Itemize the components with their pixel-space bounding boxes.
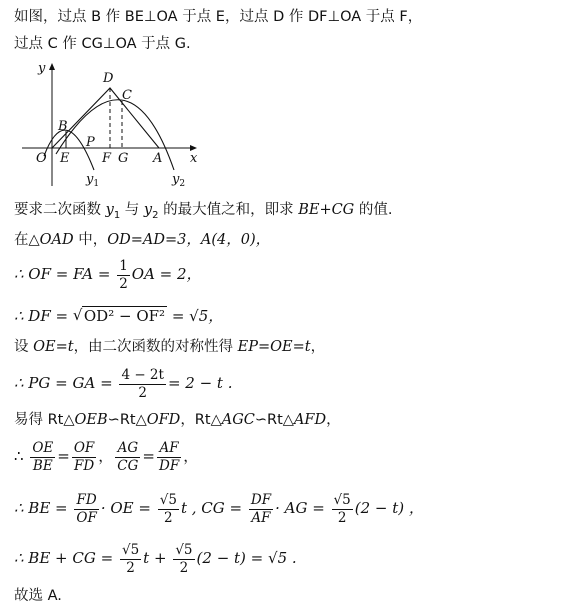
label-point-b: B [58, 119, 68, 134]
label-point-c: C [122, 88, 132, 103]
step-be-cg: ∴ BE = $\frac{FD}{OF}$ · OE = $\frac{√5}{2}$ t , CG = $\frac{DF}{AF}$ · AG = $\frac{√5}{2}$ (2 − t) ， [14, 491, 424, 526]
fraction-sqrt5-over-2-a: $\frac{√5}{2}$ [159, 491, 177, 526]
label-point-d: D [103, 71, 114, 86]
label-point-p: P [86, 135, 95, 150]
answer-line: 故选 A. [14, 588, 62, 604]
fraction-sqrt5-over-2-b: $\frac{√5}{2}$ [333, 491, 351, 526]
set-line: 设 OE=t，由二次函数的对称性得 EP=OE=t， [14, 339, 326, 355]
fraction-sqrt5-over-2-d: $\frac{√5}{2}$ [175, 541, 193, 576]
label-axis-y: y [38, 61, 46, 76]
step-df: ∴ DF = √ OD² − OF² = √5， [14, 304, 223, 328]
triangle-line: 在△OAD 中，OD=AD=3，A(4，0)， [14, 232, 271, 248]
requirement-line: 要求二次函数 $y_1$ 与 $y_2$ 的最大值之和，即求 BE+CG 的值. [14, 202, 393, 221]
sqrt-expression: √ OD² − OF² [72, 306, 166, 325]
fraction-fd-of: $\frac{FD}{OF}$ [76, 491, 97, 526]
label-curve-y2: $y_2$ [172, 172, 186, 189]
fraction-sqrt5-over-2-c: $\frac{√5}{2}$ [121, 541, 140, 576]
triangle-oad [52, 88, 159, 148]
fraction-df-af: $\frac{DF}{AF}$ [250, 491, 272, 526]
fraction-oe-be: $\frac{OE}{BE}$ [32, 439, 54, 474]
step-of-fa: ∴ OF = FA = $\frac{1}{2}$ OA = 2， [14, 257, 202, 292]
label-point-f: F [102, 151, 112, 166]
fraction-one-half: $\frac{1}{2}$ [119, 257, 128, 292]
step-pg-ga: ∴ PG = GA = $\frac{4 - 2t}{2}$ = 2 − t . [14, 366, 233, 401]
step-ratios: ∴ $\frac{OE}{BE}$ = $\frac{OF}{FD}$ ， $\frac{AG}{CG}$ = $\frac{AF}{DF}$ ， [14, 439, 199, 474]
label-axis-x: x [190, 151, 198, 166]
fraction-ag-cg: $\frac{AG}{CG}$ [117, 439, 139, 474]
fraction-4-minus-2t: $\frac{4 - 2t}{2}$ [121, 366, 164, 401]
label-point-a: A [153, 151, 163, 166]
fraction-af-df: $\frac{AF}{DF}$ [159, 439, 180, 474]
function-graph-figure [14, 58, 214, 190]
label-point-o: O [36, 151, 47, 166]
fraction-of-fd: $\frac{OF}{FD}$ [73, 439, 95, 474]
intro-line-1: 如图，过点 B 作 BE⊥OA 于点 E，过点 D 作 DF⊥OA 于点 F， [14, 9, 423, 25]
step-sum: ∴ BE + CG = $\frac{√5}{2}$ t + $\frac{√5}{2}$ (2 − t) = √5 . [14, 541, 297, 576]
label-point-g: G [118, 151, 129, 166]
label-point-e: E [60, 151, 70, 166]
intro-line-2: 过点 C 作 CG⊥OA 于点 G. [14, 36, 191, 52]
similar-triangles-line: 易得 Rt△OEB∽Rt△OFD，Rt△AGC∽Rt△AFD， [14, 412, 341, 428]
label-curve-y1: $y_1$ [86, 172, 100, 189]
